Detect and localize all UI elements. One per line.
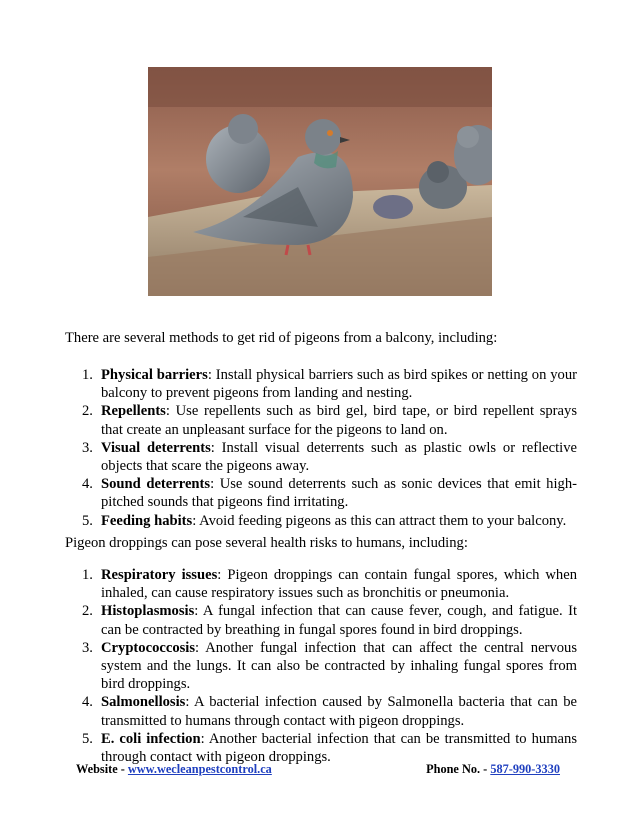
website-info [76,762,272,777]
list-item [82,566,577,602]
item-title: Cryptococcosis [101,639,196,656]
item-text: : A fungal infection that can cause fever, cough, and fatigue. It can be contracted by breathing in fungal spores found in bird droppings. [101,603,577,638]
item-number: 4. [82,694,93,711]
list-item [82,512,577,530]
item-text: : Another fungal infection that can affect the central nervous system and the lungs. It can also be contracted by inhaling fungal spores from bird droppings. [101,639,577,693]
risks-list [82,566,577,766]
phone-link[interactable]: 587-990-3330 [490,762,560,776]
list-item [82,439,577,475]
pigeons-photo [148,67,492,296]
item-text: : Use repellents such as bird gel, bird tape, or bird repellent sprays that create an unpleasant surface for the pigeons to land on. [101,403,577,438]
item-number: 3. [82,439,93,456]
phone-info [426,762,560,777]
item-text: : Another bacterial infection that can be transmitted to humans through contact with pigeon droppings. [101,730,577,766]
item-title: Histoplasmosis [101,603,195,620]
item-text: : Use sound deterrents such as sonic devices that emit high-pitched sounds that pigeons find irritating. [101,476,577,511]
item-title: Visual deterrents [101,439,211,456]
methods-list [82,366,577,530]
item-title: Respiratory issues [101,567,218,583]
list-item [82,730,577,766]
list-item [82,402,577,438]
item-title: Sound deterrents [101,476,211,493]
website-link[interactable]: www.wecleanpestcontrol.ca [127,762,272,776]
list-item [82,602,577,638]
item-text: : Pigeon droppings can contain fungal spores, which when inhaled, can cause respiratory issues such as bronchitis or pneumonia. [101,567,577,602]
item-number: 5. [82,512,93,529]
item-title: Salmonellosis [101,694,186,711]
methods-intro: There are several methods to get rid of pigeons from a balcony, including: [65,330,498,346]
item-text: : Install visual deterrents such as plastic owls or reflective objects that scare the pigeons away. [101,439,577,475]
item-title: Physical barriers [101,367,208,383]
list-item [82,475,577,511]
item-text: : Install physical barriers such as bird spikes or netting on your balcony to prevent pigeons from landing and nesting. [101,367,577,402]
item-number: 1. [82,567,93,583]
item-title: Repellents [101,403,166,420]
item-number: 5. [82,730,93,747]
item-text: : Avoid feeding pigeons as this can attract them to your balcony. [192,512,567,529]
item-title: Feeding habits [101,512,193,529]
pigeons-illustration [148,67,492,296]
item-number: 2. [82,603,93,620]
page-footer [76,762,560,777]
list-item [82,366,577,402]
risks-intro: Pigeon droppings can pose several health risks to humans, including: [65,535,468,551]
item-number: 4. [82,476,93,493]
list-item [82,693,577,729]
item-title: E. coli infection [101,730,201,747]
phone-label: Phone No. - [426,762,491,776]
item-text: : A bacterial infection caused by Salmonella bacteria that can be transmitted to humans through contact with pigeon droppings. [101,694,577,729]
item-number: 2. [82,403,93,420]
item-number: 1. [82,367,93,383]
list-item [82,639,577,694]
website-label: Website - [76,762,128,776]
item-number: 3. [82,639,93,656]
